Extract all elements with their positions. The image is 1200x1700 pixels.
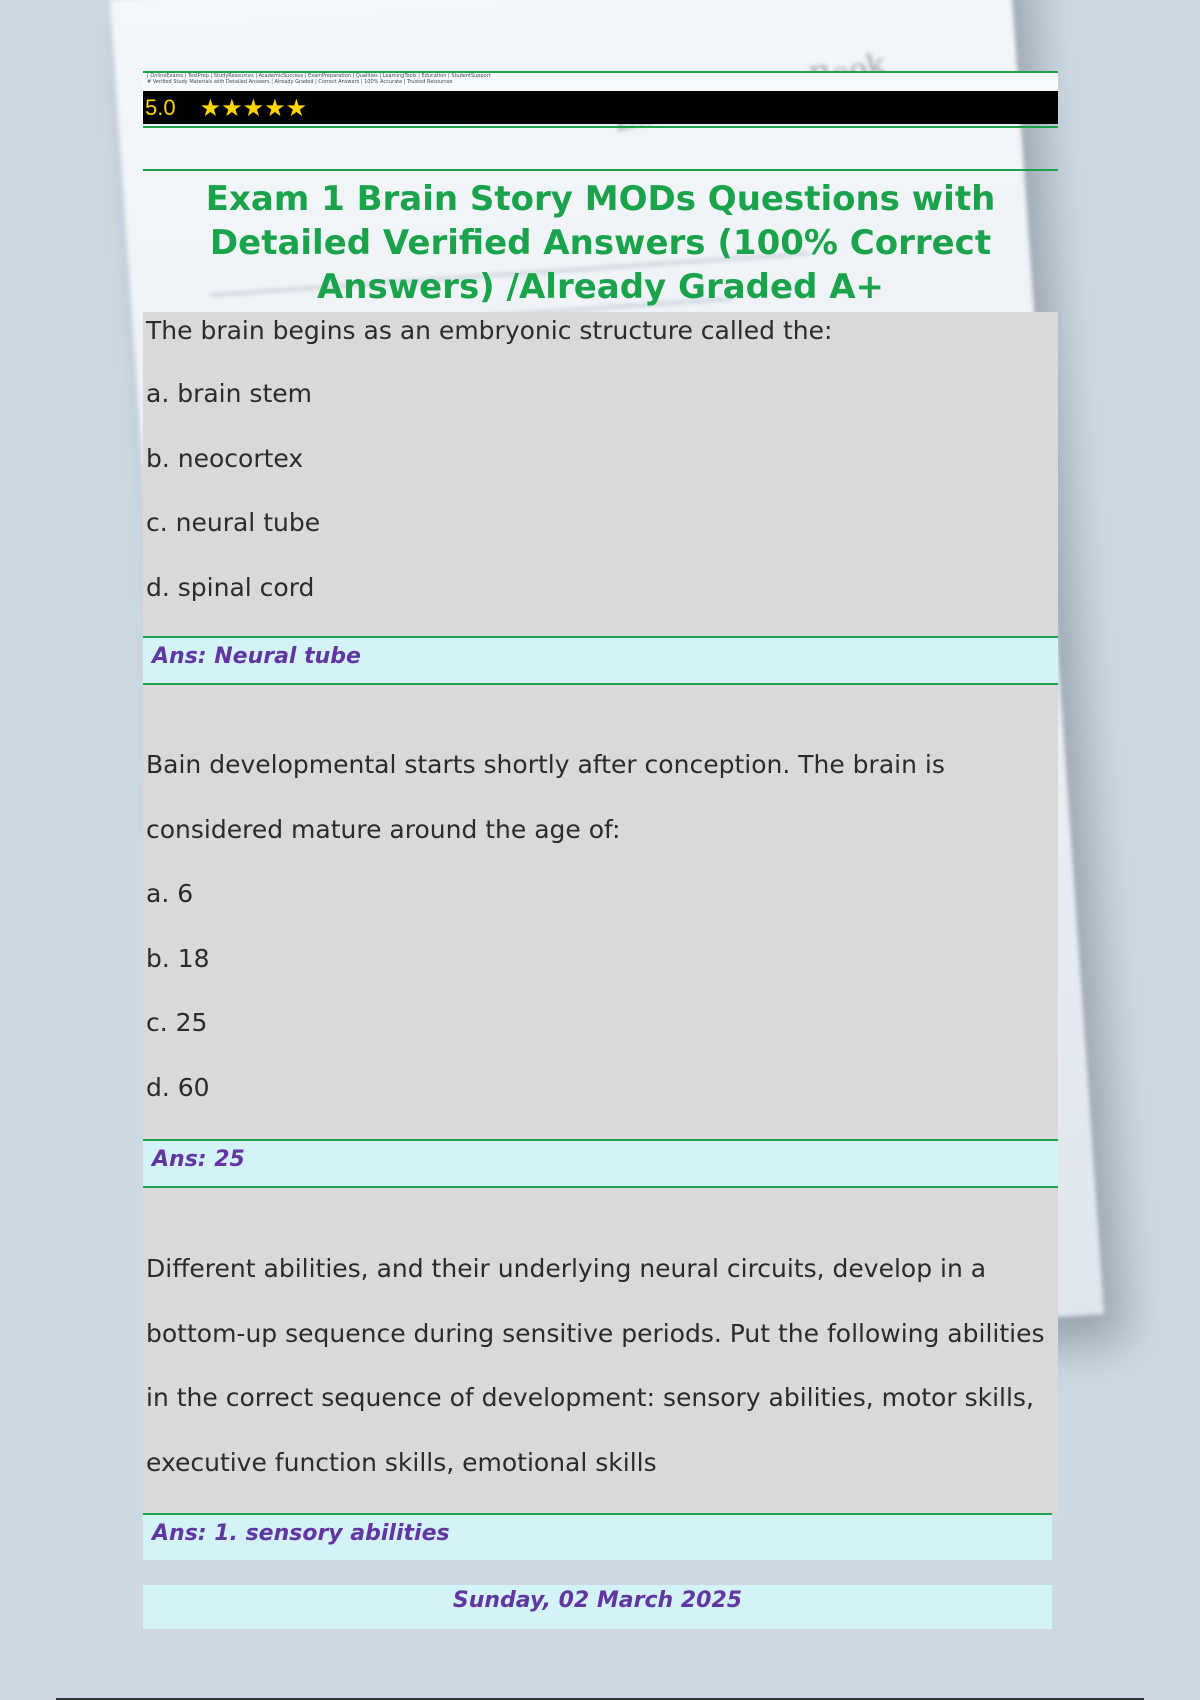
option-a: a. brain stem [146,379,312,408]
rating-bar [143,91,1058,124]
option-d: d. 60 [146,1073,210,1102]
question-text: Bain developmental starts shortly after conception. The brain is [146,750,945,779]
answer-2: Ans: 25 [143,1139,1058,1188]
title-block [143,169,1058,314]
option-d: d. spinal cord [146,573,315,602]
page-title: Exam 1 Brain Story MODs Questions with Detailed Verified Answers (100% Correct Answers) /Already Graded A+ [205,179,996,307]
question-text: bottom-up sequence during sensitive periods. Put the following abilities [146,1319,1045,1348]
option-c: c. 25 [146,1008,208,1037]
header-tags-line2: # Verified Study Materials with Detailed Answers | Already Graded | Correct Answers | 100% Accurate | Trusted Resources [147,79,453,85]
question-card-1 [143,312,1058,637]
question-text: considered mature around the age of: [146,815,621,844]
answer-1: Ans: Neural tube [143,636,1058,685]
option-b: b. 18 [146,944,210,973]
question-text: The brain begins as an embryonic structure called the: [146,316,833,345]
answer-3: Ans: 1. sensory abilities [143,1513,1052,1560]
header-tags [143,73,1058,91]
star-icon: ★★★★★ [199,93,308,122]
question-card-3 [143,1188,1058,1514]
header-tags-line1: | OnlineExams | TestPrep | StudyResources | AcademicSuccess | ExamPreparation | Qualities | LearningTools | Education | StudentSupport [147,73,491,79]
option-a: a. 6 [146,879,194,908]
question-text: executive function skills, emotional skills [146,1448,657,1477]
footer-date: Sunday, 02 March 2025 [143,1585,1052,1629]
option-b: b. neocortex [146,444,304,473]
header-bar [143,71,1058,128]
rating-score: 5.0 [145,94,176,120]
question-text: Different abilities, and their underlying neural circuits, develop in a [146,1254,987,1283]
question-card-2 [143,685,1058,1140]
option-c: c. neural tube [146,508,321,537]
question-text: in the correct sequence of development: sensory abilities, motor skills, [146,1383,1034,1412]
